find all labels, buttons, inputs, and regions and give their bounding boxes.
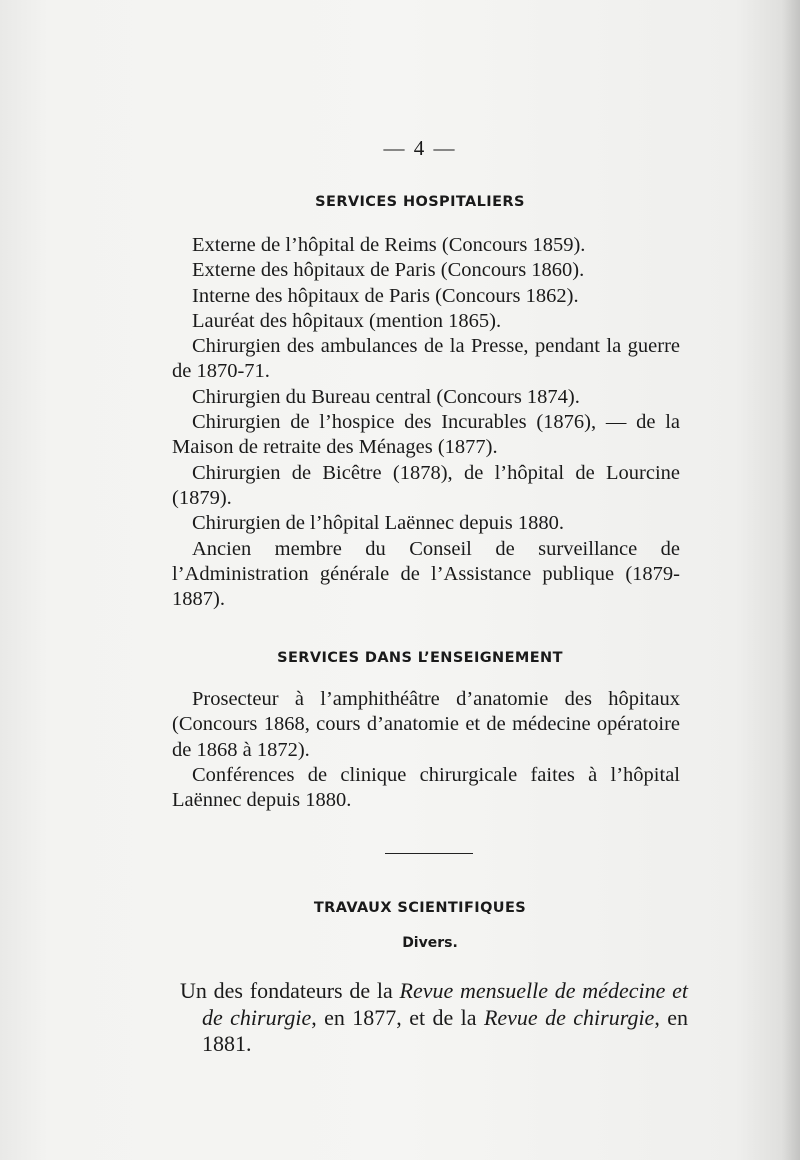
entry-text: , en 1881.: [202, 1004, 688, 1056]
section-heading-hospital: SERVICES HOSPITALIERS: [315, 194, 525, 210]
hospital-entry: Ancien membre du Conseil de surveillance de l’Administration générale de l’Assistance publique (1879-1887).: [172, 537, 680, 611]
section-heading-scientific: TRAVAUX SCIENTIFIQUES: [313, 900, 527, 916]
hospital-entry: Externe des hôpitaux de Paris (Concours 1860).: [192, 259, 585, 282]
journal-title: Revue de chirurgie: [483, 1004, 655, 1030]
hospital-entry: Chirurgien de l’hospice des Incurables (1876), — de la Maison de retraite des Ménages (1877).: [172, 411, 680, 459]
hospital-entry: Chirurgien du Bureau central (Concours 1874).: [192, 385, 580, 408]
page-number: — 4 —: [383, 136, 457, 160]
hospital-entry: Externe de l’hôpital de Reims (Concours 1859).: [192, 234, 586, 256]
entry-text: Un des fondateurs de la: [180, 978, 400, 1003]
teaching-entry: Prosecteur à l’amphithéâtre d’anatomie des hôpitaux (Concours 1868, cours d’anatomie et de médecine opératoire de 1868 à 1872).: [172, 688, 680, 761]
page-edge-shadow: [782, 0, 800, 1160]
hospital-entry: Chirurgien de l’hôpital Laënnec depuis 1880.: [192, 512, 564, 535]
hospital-entry: Chirurgien des ambulances de la Presse, pendant la guerre de 1870-71.: [172, 335, 680, 383]
teaching-entries: [172, 687, 680, 813]
section-heading-teaching: SERVICES DANS L’ENSEIGNEMENT: [277, 650, 563, 666]
section-divider: [385, 853, 473, 854]
hospital-entry: Chirurgien de Bicêtre (1878), de l’hôpital de Lourcine (1879).: [172, 461, 680, 509]
hospital-entry: Interne des hôpitaux de Paris (Concours 1862).: [192, 284, 579, 307]
journal-title: Revue mensuelle de médecine et de chirurgie: [202, 978, 688, 1030]
subheading-divers: Divers.: [402, 935, 458, 951]
scientific-entries: [178, 978, 688, 1058]
entry-text: , en 1877, et de la: [311, 1004, 484, 1030]
teaching-entry: Conférences de clinique chirurgicale faites à l’hôpital Laënnec depuis 1880.: [172, 763, 680, 812]
hospital-entry: Lauréat des hôpitaux (mention 1865).: [192, 309, 502, 332]
scientific-entry: [178, 978, 688, 1058]
hospital-entries: [172, 233, 680, 612]
